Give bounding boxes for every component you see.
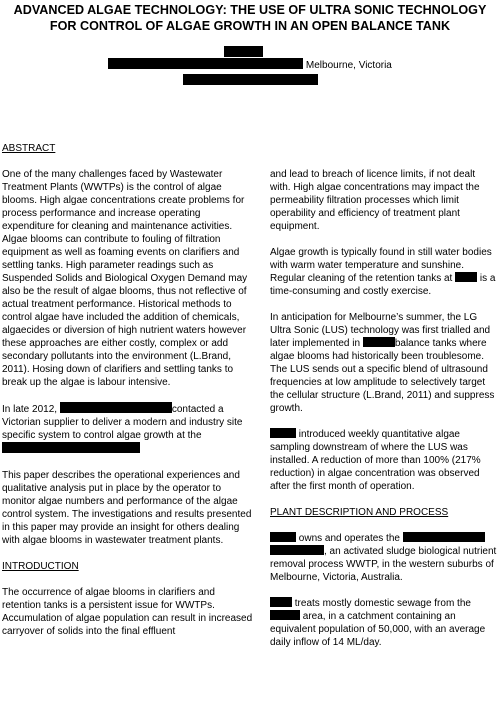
abstract-p2-part-b: contacted a Victorian supplier to deliver a modern and industry site specific system to control algae growth at the [2, 404, 243, 441]
affiliation [0, 58, 500, 72]
redacted-plant-short-name [270, 597, 292, 607]
right-paragraph-2 [270, 246, 498, 298]
left-column [2, 142, 254, 651]
right-p4-text: introduced weekly quantitative algae sampling downstream of where the LUS was installed. A reduction of more than 100% (217% reduction) in algae concentration was observed after the first month of operation. [270, 429, 481, 492]
right-paragraph-4 [270, 428, 498, 493]
redacted-area-name [270, 610, 300, 620]
plant-p2-part-b: area, in a catchment containing an equivalent population of 50,000, with an average daily inflow of 14 ML/day. [270, 611, 486, 648]
redacted-site-name [2, 442, 140, 453]
introduction-paragraph-1: The occurrence of algae blooms in clarifiers and retention tanks is a persistent issue for WWTPs. Accumulation of algae population can result in increased carryover of solids into the final effluent [2, 587, 253, 637]
redacted-contact [183, 74, 318, 85]
abstract-paragraph-1: One of the many challenges faced by Wastewater Treatment Plants (WWTPs) is the control of algae blooms. High algae concentrations create problems for process performance and increase operating expenditure for cleaning and maintenance activities. Algae blooms can contribute to fouling of filtration equipment as well as foaming events on clarifiers and settling tanks. High parameter readings such as Suspended Solids and Biological Oxygen Demand may also be the result of algae blooms, thus not reflective of actual treatment performance. Historical methods to control algae have included the addition of chemicals, algaecides or diversion of high nutrient waters however these approaches are either costly, complex or add secondary pollutants into the environment (L.Brand, 2011). Hosing down of clarifiers and settling tanks to break up the algae is labour intensive. [2, 169, 248, 388]
right-p3-part-b: balance tanks where algae blooms had historically been troublesome. The LUS sends out a specific blend of ultrasound frequencies at low amplitude to selectively target the cellular structure (L.Brand, 2011) and suppress growth. [270, 338, 495, 414]
right-paragraph-1: and lead to breach of licence limits, if not dealt with. High algae concentrations may impact the permeability filtration processes which limit operability and efficiency of treatment plant equipment. [270, 169, 480, 232]
abstract-heading: ABSTRACT [2, 143, 56, 154]
redacted-plant-full-name [403, 532, 485, 542]
title-line-1: ADVANCED ALGAE TECHNOLOGY: THE USE OF ULTRA SONIC TECHNOLOGY [13, 3, 487, 17]
abstract-paragraph-2 [2, 402, 254, 456]
title-line-2: FOR CONTROL OF ALGAE GROWTH IN AN OPEN BALANCE TANK [49, 19, 451, 33]
plant-p1-part-a: owns and operates the [298, 533, 400, 544]
plant-paragraph-1 [270, 532, 498, 584]
right-p2-part-a: Algae growth is typically found in still water bodies with warm water temperature and sunshine. Regular cleaning of the retention tanks at [270, 247, 492, 284]
affiliation-city: Melbourne, Victoria [305, 60, 392, 71]
redacted-affiliation [108, 58, 303, 69]
right-p3-part-a: In anticipation for Melbourne’s summer, the LG Ultra Sonic (LUS) technology was first trialled and later implemented in [270, 312, 491, 349]
introduction-heading: INTRODUCTION [2, 561, 79, 572]
redacted-operator-2 [270, 532, 296, 542]
redacted-plant-full-name-2 [270, 545, 324, 555]
paper-title [0, 2, 500, 34]
plant-p1-part-b: , an activated sludge biological nutrient removal process WWTP, in the western suburbs of Melbourne, Victoria, Australia. [270, 546, 497, 583]
abstract-paragraph-3: This paper describes the operational experiences and qualitative analysis put in place by the operator to monitor algae numbers and performance of the algae control system. The investigations and results presented in this paper may provide an insight for others dealing with algae blooms in wastewater treatment plants. [2, 470, 252, 546]
plant-p2-part-a: treats mostly domestic sewage from the [294, 598, 471, 609]
right-column [270, 168, 498, 662]
plant-paragraph-2 [270, 597, 498, 649]
redacted-organisation [60, 402, 172, 413]
abstract-p2-part-a: In late 2012, [2, 404, 58, 415]
redacted-plant-name-2 [363, 337, 395, 347]
plant-description-heading: PLANT DESCRIPTION AND PROCESS [270, 507, 449, 518]
right-paragraph-3 [270, 311, 498, 415]
redacted-operator [270, 428, 296, 438]
right-p2-part-b: is a time-consuming and costly exercise. [270, 273, 496, 297]
redacted-author [224, 46, 263, 57]
redacted-plant-name [455, 272, 477, 282]
